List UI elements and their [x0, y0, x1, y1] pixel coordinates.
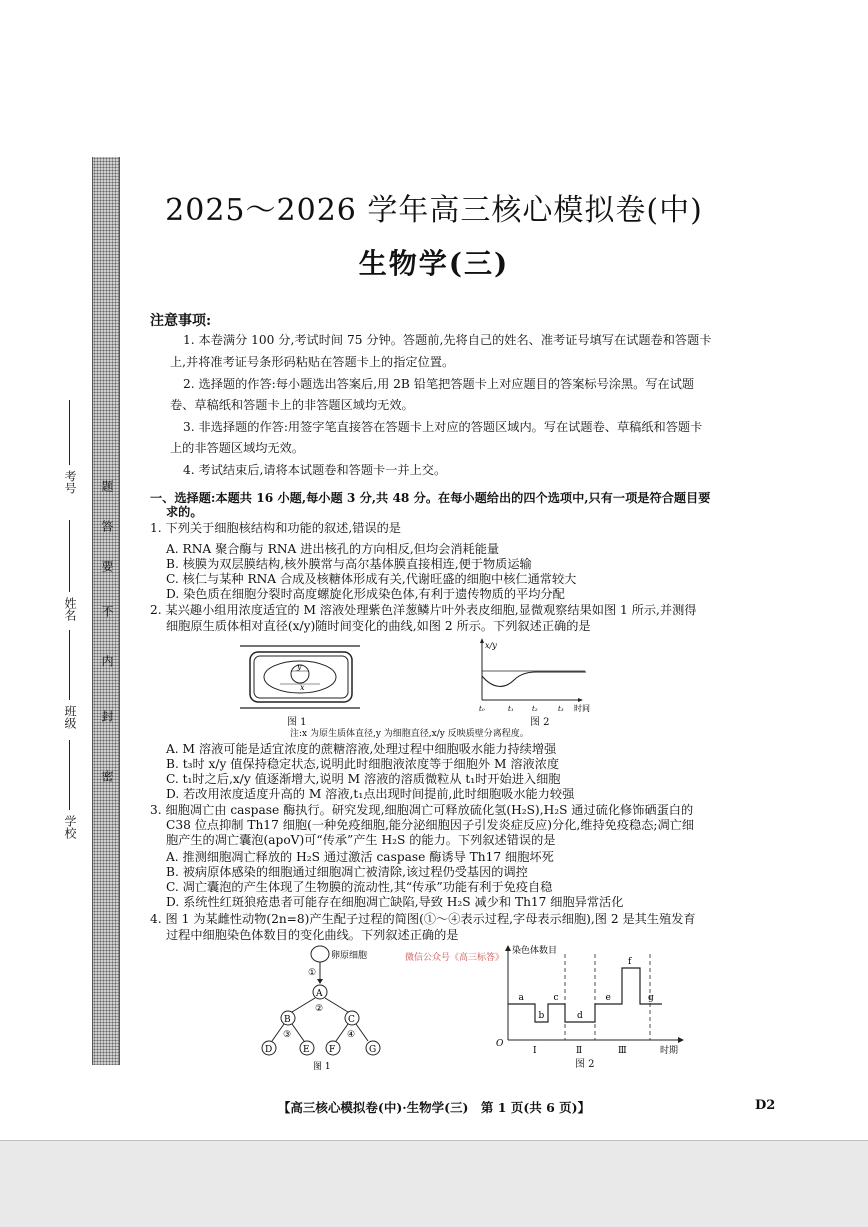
question-4-stem-cont: 过程中细胞染色体数目的变化曲线。下列叙述正确的是 [166, 928, 459, 942]
name-label: 姓名 [63, 597, 77, 621]
fig2-origin: O [496, 1039, 504, 1049]
section-heading: 一、选择题:本题共 16 小题,每小题 3 分,共 48 分。在每小题给出的四个选项中,只有一项是符合题目要 [150, 491, 711, 505]
segment-label: e [605, 993, 611, 1003]
seal-word: 答 [100, 520, 114, 532]
class-label: 班级 [63, 705, 77, 729]
fig1-step: ② [315, 1004, 324, 1014]
name-line [69, 520, 70, 592]
fig1-node: D [265, 1045, 273, 1055]
seal-word: 要 [100, 560, 114, 572]
question-3-option: B. 被病原体感染的细胞通过细胞凋亡被清除,该过程仍受基因的调控 [166, 865, 528, 879]
section-heading-cont: 求的。 [166, 505, 203, 519]
segment-label: b [538, 1011, 545, 1021]
school-line [69, 740, 70, 810]
fig1-step: ④ [347, 1030, 356, 1040]
fig1-node: C [348, 1015, 355, 1025]
question-2-option: A. M 溶液可能是适宜浓度的蔗糖溶液,处理过程中细胞吸水能力持续增强 [166, 742, 557, 756]
notice-heading: 注意事项: [150, 313, 212, 329]
question-1-option: B. 核膜为双层膜结构,核外膜常与高尔基体膜直接相连,便于物质运输 [166, 557, 532, 571]
q2-figure-2-line-chart [470, 636, 605, 718]
exam-title: 2025～2026 学年高三核心模拟卷(中) [165, 193, 703, 228]
q2-figure-1-plasmolysis-cells [240, 638, 360, 718]
fig2-tick: t₀ [479, 705, 485, 713]
question-3-stem: 3. 细胞凋亡由 caspase 酶执行。研究发现,细胞凋亡可释放硫化氢(H₂S),H₂S 通过硫化修饰硒蛋白的 [150, 803, 694, 817]
exam-number-label: 考号 [63, 470, 77, 494]
seal-word: 内 [100, 655, 114, 667]
fig1-node: F [329, 1045, 336, 1055]
fig2-tick: t₃ [558, 705, 564, 713]
fig2-stage: Ⅲ [618, 1046, 627, 1056]
notice-line: 上的非答题区域均无效。 [170, 441, 305, 455]
q2-figure-1-caption: 图 1 [287, 717, 307, 728]
fig1-oogonium-label: 卵原细胞 [331, 951, 368, 961]
notice-line: 卷、草稿纸和答题卡上的非答题区域均无效。 [170, 398, 414, 412]
question-1-option: C. 核仁与某种 RNA 合成及核糖体形成有关,代谢旺盛的细胞中核仁通常较大 [166, 572, 577, 586]
fig1-step: ③ [283, 1030, 292, 1040]
question-3-option: D. 系统性红斑狼疮患者可能存在细胞凋亡缺陷,导致 H₂S 减少和 Th17 细胞异常活化 [166, 895, 624, 909]
school-label: 学校 [63, 815, 77, 839]
segment-label: f [628, 957, 632, 967]
question-1-option: D. 染色质在细胞分裂时高度螺旋化形成染色体,有利于遗传物质的平均分配 [166, 587, 565, 601]
question-2-stem: 2. 某兴趣小组用浓度适宜的 M 溶液处理紫色洋葱鳞片叶外表皮细胞,显微观察结果如图 1 所示,并测得 [150, 603, 697, 617]
watermark-text: 微信公众号《高三标答》 [405, 953, 505, 963]
notice-line: 1. 本卷满分 100 分,考试时间 75 分钟。答题前,先将自己的姓名、准考证号填写在试题卷和答题卡 [183, 333, 712, 347]
notice-line: 4. 考试结束后,请将本试题卷和答题卡一并上交。 [183, 463, 447, 477]
segment-label: d [577, 1011, 583, 1021]
fig2-x-axis-label: 时期 [660, 1046, 679, 1056]
seal-word: 密 [100, 770, 114, 782]
question-2-option: B. t₃时 x/y 值保持稳定状态,说明此时细胞液浓度等于细胞外 M 溶液浓度 [166, 757, 560, 771]
notice-line: 2. 选择题的作答:每小题选出答案后,用 2B 铅笔把答题卡上对应题目的答案标号涂黑。写在试题 [183, 377, 695, 391]
segment-label: a [518, 993, 524, 1003]
chromosome-count-line [508, 968, 662, 1022]
q2-figure-note: 注:x 为原生质体直径,y 为细胞直径,x/y 反映质壁分离程度。 [290, 729, 529, 739]
notice-line: 上,并将准考证号条形码粘贴在答题卡上的指定位置。 [170, 355, 455, 369]
question-3-stem-cont: C38 位点抑制 Th17 细胞(一种免疫细胞,能分泌细胞因子引发炎症反应)分化,维持免疫稳态;凋亡细 [166, 818, 695, 832]
page-bottom-background [0, 1140, 868, 1227]
segment-label: c [553, 993, 559, 1003]
seal-word: 不 [100, 605, 114, 617]
fig2-stage: Ⅱ [576, 1046, 583, 1056]
q4-figure-2-step-chart [490, 940, 690, 1068]
question-3-option: C. 凋亡囊泡的产生体现了生物膜的流动性,其“传承”功能有利于免疫自稳 [166, 880, 553, 894]
question-1-stem: 1. 下列关于细胞核结构和功能的叙述,错误的是 [150, 521, 401, 535]
fig2-x-axis-label: 时间 [574, 704, 590, 713]
question-4-stem: 4. 图 1 为某雌性动物(2n=8)产生配子过程的简图(①～④表示过程,字母表示细胞),图 2 是其生殖发育 [150, 912, 696, 926]
fig1-node: E [303, 1045, 310, 1055]
fig1-node: B [284, 1015, 291, 1025]
question-2-option: C. t₁时之后,x/y 值逐渐增大,说明 M 溶液的溶质微粒从 t₁时开始进入细胞 [166, 772, 561, 786]
fig2-y-axis-label: x/y [485, 641, 497, 650]
fig1-node: A [316, 989, 323, 999]
paper-code: D2 [755, 1098, 776, 1113]
question-3-stem-cont: 胞产生的凋亡囊泡(apoV)可“传承”产生 H₂S 的能力。下列叙述错误的是 [166, 833, 556, 847]
fig2-y-axis-label: 染色体数目 [512, 946, 558, 956]
fig1-caption: 图 1 [313, 1062, 331, 1072]
fig2-tick: t₂ [532, 705, 538, 713]
question-2-option: D. 若改用浓度适度升高的 M 溶液,t₁点出现时间提前,此时细胞吸水能力较强 [166, 787, 575, 801]
q4-figure-1-oogenesis-tree [245, 944, 405, 1074]
seal-word: 题 [100, 480, 114, 492]
question-2-stem-cont: 细胞原生质体相对直径(x/y)随时间变化的曲线,如图 2 所示。下列叙述正确的是 [166, 619, 591, 633]
segment-label: g [648, 993, 654, 1003]
exam-number-line [69, 400, 70, 465]
fig2-tick: t₁ [508, 705, 514, 713]
q4-figure-2-caption: 图 2 [575, 1059, 595, 1070]
notice-line: 3. 非选择题的作答:用签字笔直接答在答题卡上对应的答题区域内。写在试题卷、草稿纸和答题卡 [183, 420, 703, 434]
page-footer: 【高三核心模拟卷(中)·生物学(三) 第 1 页(共 6 页)】 [277, 1100, 591, 1115]
fig1-label-x: x [300, 683, 305, 692]
fig1-node: G [369, 1045, 377, 1055]
question-3-option: A. 推测细胞凋亡释放的 H₂S 通过激活 caspase 酶诱导 Th17 细胞坏死 [166, 850, 554, 864]
exam-subtitle: 生物学(三) [358, 247, 510, 280]
fig2-stage: Ⅰ [533, 1046, 537, 1056]
fig1-step: ① [308, 968, 317, 978]
seal-word: 封 [100, 710, 114, 722]
q2-figure-2-caption: 图 2 [530, 717, 550, 728]
class-line [69, 630, 70, 700]
question-1-option: A. RNA 聚合酶与 RNA 进出核孔的方向相反,但均会消耗能量 [166, 542, 500, 556]
fig1-label-y: y [297, 662, 302, 671]
